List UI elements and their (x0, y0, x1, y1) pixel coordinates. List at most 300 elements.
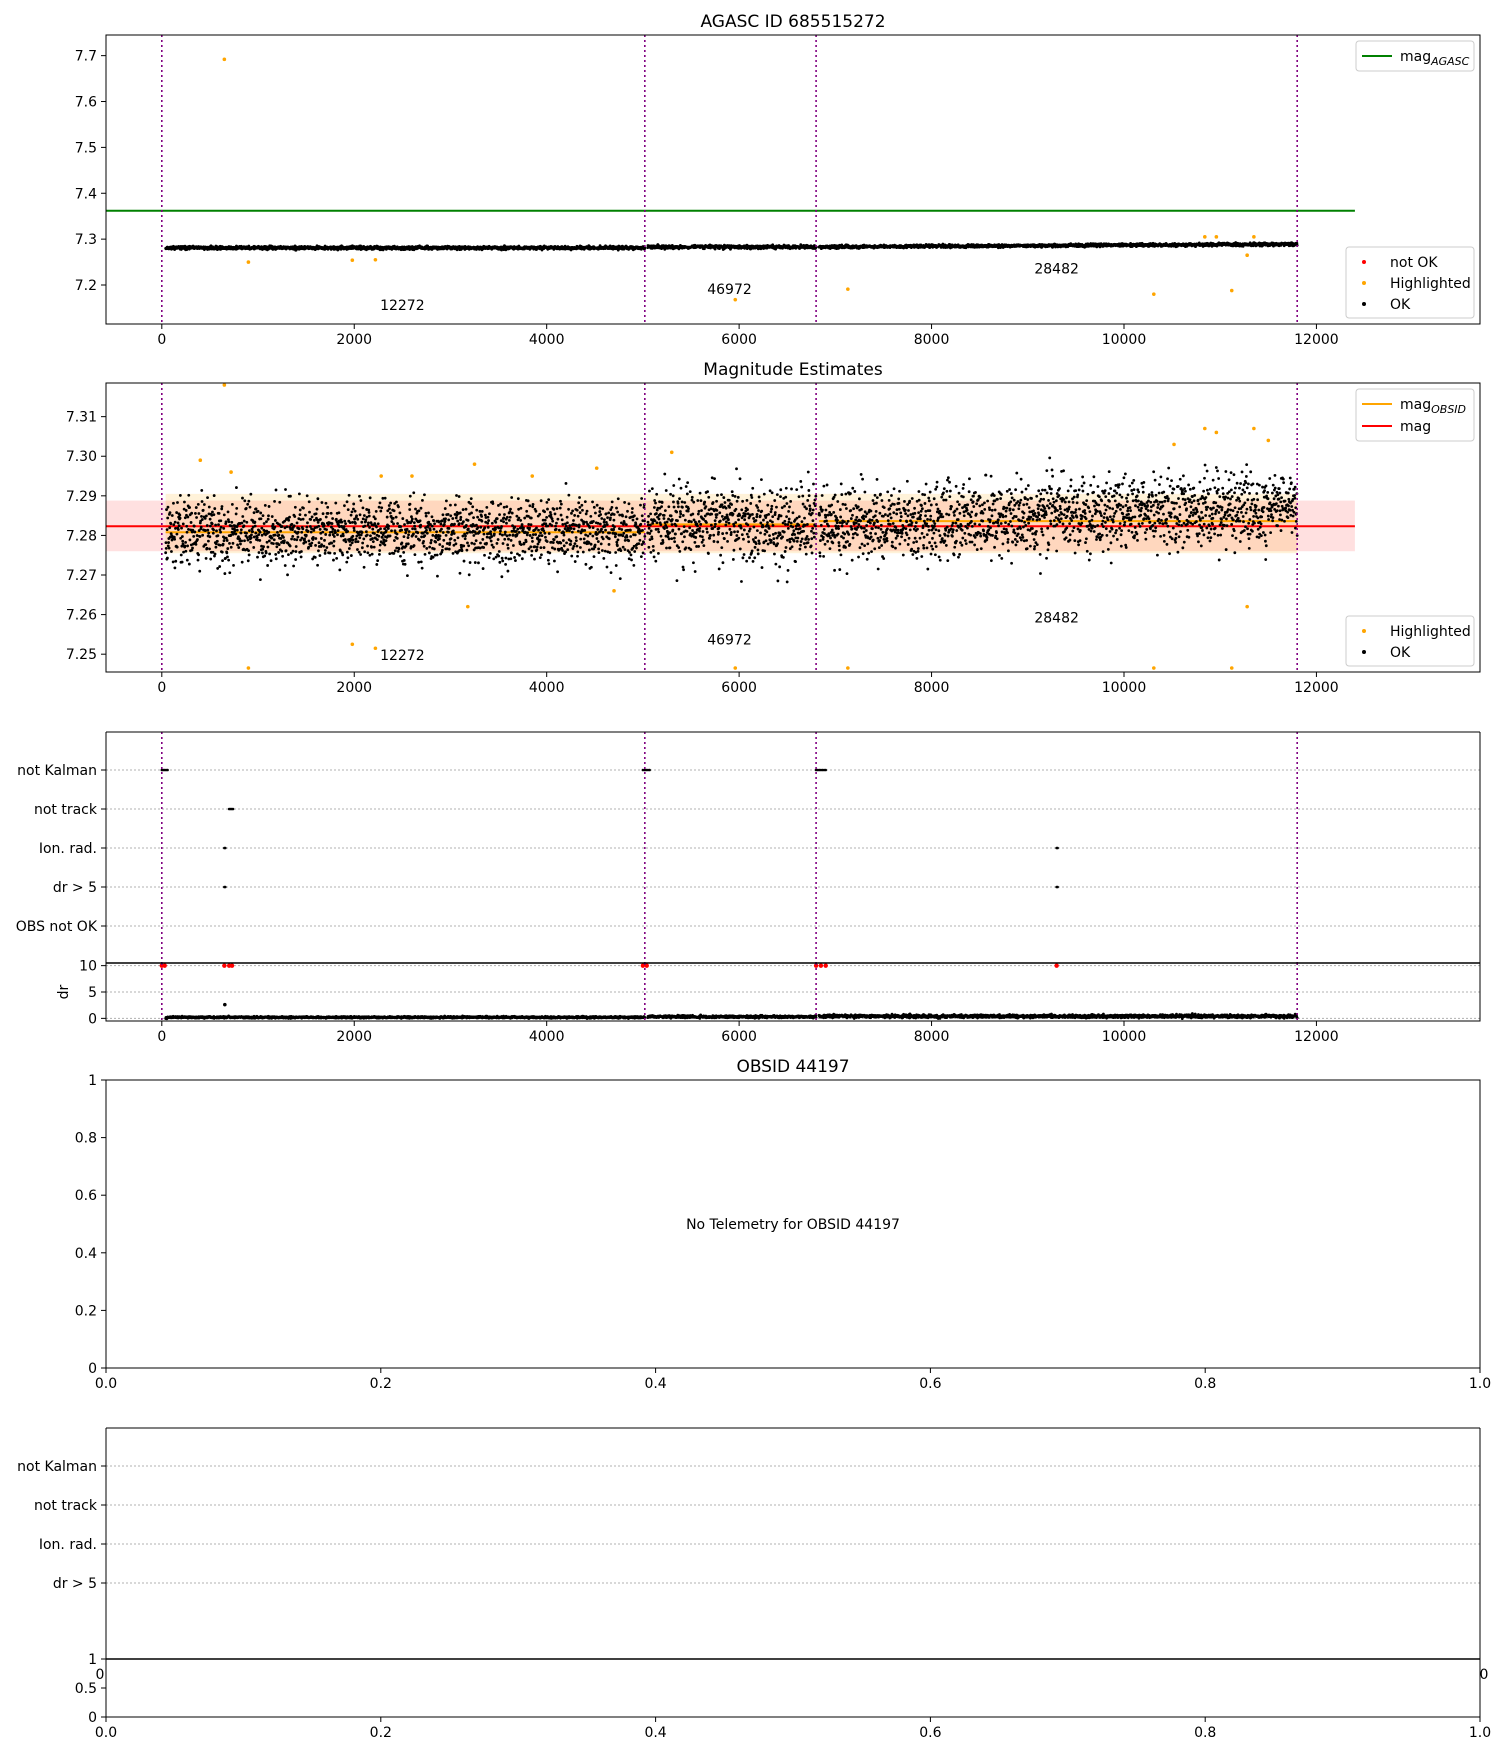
obsid-label: 28482 (1034, 261, 1079, 278)
ok-point (279, 537, 282, 540)
ok-point (251, 530, 254, 533)
highlighted-point (198, 458, 202, 462)
ok-point (430, 539, 433, 542)
ok-point (217, 523, 220, 526)
ok-point (366, 545, 369, 548)
ok-point (206, 547, 209, 550)
ok-point (221, 505, 224, 508)
ok-point (267, 518, 270, 521)
ok-point (190, 512, 193, 515)
ok-point (277, 534, 280, 537)
ok-point (345, 561, 348, 564)
ok-point (389, 535, 392, 538)
ok-point (262, 545, 265, 548)
ok-point (268, 505, 271, 508)
ok-point (187, 494, 190, 497)
ok-point (398, 511, 401, 514)
ok-point (331, 522, 334, 525)
ok-point (330, 512, 333, 515)
ok-point (270, 559, 273, 562)
ok-point (417, 561, 420, 564)
ok-point (248, 553, 251, 556)
ok-point (223, 539, 226, 542)
ok-point (255, 507, 258, 510)
ok-point (404, 563, 407, 566)
ok-point (418, 509, 421, 512)
ok-point (310, 531, 313, 534)
ok-point (334, 531, 337, 534)
ok-point (193, 531, 196, 534)
ok-point (230, 521, 233, 524)
ok-point (371, 528, 374, 531)
ok-point (354, 522, 357, 525)
ok-point (379, 501, 382, 504)
ok-point (195, 516, 198, 519)
highlighted-point (846, 666, 850, 670)
ok-point (352, 508, 355, 511)
ok-point (173, 538, 176, 541)
ok-point (364, 518, 367, 521)
ok-point (235, 486, 238, 489)
ok-point (184, 545, 187, 548)
ok-point (254, 521, 257, 524)
ok-point (220, 507, 223, 510)
ok-point (336, 533, 339, 536)
ok-point (324, 533, 327, 536)
ok-point (286, 525, 289, 528)
ok-point (425, 547, 428, 550)
ok-point (176, 533, 179, 536)
highlighted-point (229, 470, 233, 474)
ok-point (204, 543, 207, 546)
ok-point (392, 517, 395, 520)
ok-point (325, 502, 328, 505)
ok-point (308, 500, 311, 503)
ok-point (193, 525, 196, 528)
ok-point (368, 515, 371, 518)
ok-point (241, 497, 244, 500)
ok-point (310, 544, 313, 547)
ok-point (314, 556, 317, 559)
ok-point (179, 494, 182, 497)
ok-point (201, 518, 204, 521)
ok-point (300, 556, 303, 559)
highlighted-point (223, 58, 227, 62)
ok-point (453, 523, 456, 526)
ok-point (369, 534, 372, 537)
ok-point (243, 524, 246, 527)
ok-point (444, 520, 447, 523)
ok-point (325, 546, 328, 549)
ok-point (415, 535, 418, 538)
ok-point (375, 510, 378, 513)
ok-point (433, 548, 436, 551)
ok-point (241, 522, 244, 525)
ok-point (167, 506, 170, 509)
ok-point (383, 544, 386, 547)
ok-point (375, 563, 378, 566)
ok-point (172, 502, 175, 505)
ok-point (200, 489, 203, 492)
ok-point (211, 522, 214, 525)
ok-point (384, 497, 387, 500)
ok-point (203, 503, 206, 506)
ok-point (222, 527, 225, 530)
ok-point (281, 525, 284, 528)
ok-point (292, 565, 295, 568)
ok-point (423, 534, 426, 537)
ok-point (340, 521, 343, 524)
ok-point (389, 502, 392, 505)
ok-point (360, 499, 363, 502)
ok-point (304, 541, 307, 544)
ok-point (271, 537, 274, 540)
ok-point (333, 552, 336, 555)
ok-point (271, 515, 274, 518)
ok-point (362, 517, 365, 520)
ok-point (369, 496, 372, 499)
ok-point (351, 535, 354, 538)
ok-point (227, 510, 230, 513)
ok-point (295, 545, 298, 548)
ok-point (256, 536, 259, 539)
ok-point (334, 502, 337, 505)
ok-point (211, 511, 214, 514)
ok-point (290, 523, 293, 526)
ok-point (398, 547, 401, 550)
ok-point (201, 534, 204, 537)
ok-point (256, 556, 259, 559)
ok-point (294, 558, 297, 561)
ok-point (390, 520, 393, 523)
ok-point (236, 529, 239, 532)
ok-point (331, 530, 334, 533)
ok-point (206, 496, 209, 499)
ok-point (409, 495, 412, 498)
highlighted-point (351, 642, 355, 646)
ok-point (442, 531, 445, 534)
ok-point (300, 531, 303, 534)
ok-point (425, 515, 428, 518)
ok-point (185, 525, 188, 528)
ok-point (308, 540, 311, 543)
ok-point (298, 493, 301, 496)
ok-point (205, 514, 208, 517)
ok-point (284, 564, 287, 567)
ok-point (275, 545, 278, 548)
ok-point (344, 540, 347, 543)
ok-point (379, 527, 382, 530)
ok-point (263, 555, 266, 558)
ok-point (411, 527, 414, 530)
ok-point (314, 544, 317, 547)
ok-point (178, 514, 181, 517)
ok-point (320, 537, 323, 540)
ok-point (376, 538, 379, 541)
ok-point (354, 510, 357, 513)
ok-point (245, 521, 248, 524)
ok-point (260, 517, 263, 520)
highlighted-point (1230, 289, 1234, 293)
ok-point (359, 513, 362, 516)
ok-point (225, 551, 228, 554)
ok-point (301, 527, 304, 530)
ok-point (449, 504, 452, 507)
highlighted-point (846, 287, 850, 291)
ok-point (385, 539, 388, 542)
ok-point (254, 525, 257, 528)
ok-point (212, 513, 215, 516)
ok-point (312, 536, 315, 539)
ok-point (451, 517, 454, 520)
ok-point (307, 546, 310, 549)
highlighted-point (612, 589, 616, 593)
highlighted-point (247, 260, 251, 264)
ok-point (263, 522, 266, 525)
ok-point (275, 489, 278, 492)
y-tick-label: 7.5 (74, 140, 97, 157)
ok-point (280, 550, 283, 553)
ok-point (353, 527, 356, 530)
ok-point (412, 491, 415, 494)
ok-point (434, 541, 437, 544)
highlighted-point (1215, 431, 1219, 435)
ok-point (332, 545, 335, 548)
ok-point (424, 553, 427, 556)
ok-point (168, 526, 171, 529)
ok-point (378, 506, 381, 509)
ok-point (325, 528, 328, 531)
ok-point (237, 546, 240, 549)
ok-point (209, 518, 212, 521)
ok-point (401, 517, 404, 520)
ok-point (268, 552, 271, 555)
ok-point (343, 525, 346, 528)
ok-point (194, 512, 197, 515)
ok-point (407, 542, 410, 545)
ok-point (355, 514, 358, 517)
x-tick-label: 12000 (1294, 332, 1339, 348)
ok-point (407, 536, 410, 539)
ok-point (167, 541, 170, 544)
ok-point (253, 511, 256, 514)
ok-point (433, 528, 436, 531)
ok-point (378, 553, 381, 556)
ok-point (249, 506, 252, 509)
x-tick-label: 4000 (528, 332, 565, 348)
ok-point (438, 543, 441, 546)
ok-point (432, 519, 435, 522)
highlighted-point (379, 474, 383, 478)
legend-label: not OK (1390, 255, 1438, 271)
ok-point (449, 514, 452, 517)
ok-point (350, 514, 353, 517)
ok-point (213, 507, 216, 510)
ok-point (413, 525, 416, 528)
ok-point (376, 559, 379, 562)
y-tick-label: 7.7 (74, 48, 97, 65)
ok-point (363, 514, 366, 517)
ok-point (247, 549, 250, 552)
highlighted-point (1203, 235, 1207, 239)
ok-point (327, 512, 330, 515)
ok-point (305, 534, 308, 537)
ok-point (264, 504, 267, 507)
ok-point (266, 564, 269, 567)
ok-point (199, 535, 202, 538)
ok-point (239, 543, 242, 546)
ok-point (343, 504, 346, 507)
ok-point (312, 529, 315, 532)
ok-point (293, 515, 296, 518)
ok-point (431, 534, 434, 537)
ok-point (311, 515, 314, 518)
obsid-label: 46972 (707, 282, 752, 299)
ok-point (278, 501, 281, 504)
ok-point (358, 551, 361, 554)
ok-point (177, 522, 180, 525)
ok-point (186, 516, 189, 519)
ok-point (424, 512, 427, 515)
ok-point (399, 555, 402, 558)
ok-point (178, 524, 181, 527)
ok-point (293, 524, 296, 527)
ok-point (447, 513, 450, 516)
ok-point (394, 549, 397, 552)
highlighted-point (374, 646, 378, 650)
ok-point (172, 560, 175, 563)
ok-point (436, 554, 439, 557)
ok-point (278, 543, 281, 546)
ok-point (444, 507, 447, 510)
ok-point (352, 539, 355, 542)
ok-point (355, 538, 358, 541)
ok-point (335, 557, 338, 560)
y-tick-label: 7.6 (74, 94, 97, 111)
ok-point (362, 537, 365, 540)
ok-point (286, 573, 289, 576)
ok-point (197, 503, 200, 506)
x-tick-label: 6000 (721, 332, 757, 348)
ok-point (306, 521, 309, 524)
ok-point (291, 535, 294, 538)
ok-point (188, 506, 191, 509)
ok-point (169, 511, 172, 514)
ok-point (441, 549, 444, 552)
ok-point (323, 524, 326, 527)
ok-point (422, 540, 425, 543)
ok-point (388, 504, 391, 507)
ok-point (360, 521, 363, 524)
ok-point (298, 527, 301, 530)
ok-point (274, 519, 277, 522)
ok-point (348, 494, 351, 497)
ok-point (452, 529, 455, 532)
ok-point (375, 526, 378, 529)
ok-point (290, 538, 293, 541)
ok-point (195, 506, 198, 509)
highlighted-point (223, 383, 227, 387)
highlighted-point (1267, 439, 1271, 443)
highlighted-point (595, 466, 599, 470)
ok-point (259, 512, 262, 515)
ok-point (419, 519, 422, 522)
ok-point (305, 526, 308, 529)
ok-point (352, 503, 355, 506)
ok-point (207, 540, 210, 543)
ok-point (259, 531, 262, 534)
ok-point (445, 499, 448, 502)
ok-point (370, 546, 373, 549)
ok-point (179, 517, 182, 520)
ok-point (174, 521, 177, 524)
ok-point (226, 555, 229, 558)
ok-point (388, 507, 391, 510)
ok-point (363, 566, 366, 569)
ok-point (174, 560, 177, 563)
ok-point (338, 511, 341, 514)
ok-point (414, 528, 417, 531)
ok-point (297, 536, 300, 539)
ok-point (228, 520, 231, 523)
ok-point (257, 533, 260, 536)
ok-point (442, 513, 445, 516)
ok-point (249, 493, 252, 496)
ok-point (319, 528, 322, 531)
ok-point (281, 555, 284, 558)
ok-point (228, 542, 231, 545)
ok-point (190, 521, 193, 524)
ok-point (387, 525, 390, 528)
ok-point (408, 508, 411, 511)
ok-point (397, 550, 400, 553)
ok-point (302, 518, 305, 521)
ok-point (420, 507, 423, 510)
ok-point (420, 560, 423, 563)
ok-point (343, 520, 346, 523)
ok-point (279, 530, 282, 533)
ok-point (364, 525, 367, 528)
ok-point (201, 500, 204, 503)
ok-point (306, 494, 309, 497)
ok-point (206, 529, 209, 532)
ok-point (254, 532, 257, 535)
ok-point (421, 499, 424, 502)
ok-point (232, 542, 235, 545)
ok-point (317, 521, 320, 524)
ok-point (323, 545, 326, 548)
ok-point (240, 528, 243, 531)
ok-point (643, 247, 646, 250)
ok-point (431, 515, 434, 518)
ok-point (377, 522, 380, 525)
ok-point (412, 532, 415, 535)
ok-point (283, 539, 286, 542)
ok-point (267, 531, 270, 534)
ok-point (390, 529, 393, 532)
ok-point (346, 530, 349, 533)
legend-marker (1362, 302, 1366, 306)
ok-point (208, 547, 211, 550)
ok-point (215, 546, 218, 549)
ok-point (406, 574, 409, 577)
ok-point (448, 527, 451, 530)
ok-point (236, 544, 239, 547)
ok-point (206, 524, 209, 527)
highlighted-point (1172, 443, 1176, 447)
ok-point (318, 541, 321, 544)
ok-point (261, 552, 264, 555)
